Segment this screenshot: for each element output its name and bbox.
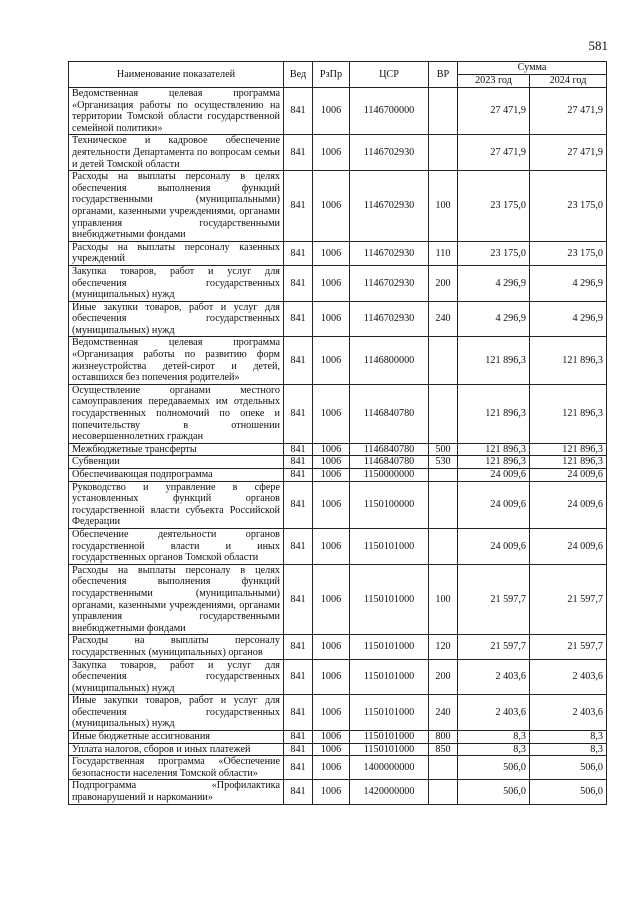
cell-csr: 1150101000 <box>350 695 429 731</box>
table-row <box>69 780 607 804</box>
cell-vr: 120 <box>429 635 458 659</box>
table-row <box>69 481 607 528</box>
cell-sum-2024: 506,0 <box>530 780 607 804</box>
cell-sum-2024: 24 009,6 <box>530 469 607 482</box>
table-row <box>69 301 607 337</box>
cell-sum-2023: 506,0 <box>458 756 530 780</box>
cell-csr: 1400000000 <box>350 756 429 780</box>
cell-sum-2023: 24 009,6 <box>458 481 530 528</box>
cell-name: Расходы на выплаты персоналу казенных учреждений <box>69 241 284 265</box>
cell-sum-2023: 4 296,9 <box>458 301 530 337</box>
cell-sum-2023: 121 896,3 <box>458 456 530 469</box>
header-sum: Сумма <box>458 62 607 75</box>
cell-sum-2024: 4 296,9 <box>530 265 607 301</box>
cell-rzpr: 1006 <box>313 241 350 265</box>
cell-rzpr: 1006 <box>313 756 350 780</box>
cell-rzpr: 1006 <box>313 481 350 528</box>
table-row <box>69 743 607 756</box>
cell-sum-2024: 21 597,7 <box>530 635 607 659</box>
cell-sum-2023: 21 597,7 <box>458 564 530 635</box>
cell-sum-2023: 27 471,9 <box>458 135 530 171</box>
cell-sum-2024: 121 896,3 <box>530 337 607 384</box>
cell-vr: 100 <box>429 171 458 242</box>
header-year-2024: 2024 год <box>530 75 607 88</box>
cell-ved: 841 <box>284 481 313 528</box>
cell-rzpr: 1006 <box>313 337 350 384</box>
cell-sum-2023: 27 471,9 <box>458 88 530 135</box>
cell-sum-2024: 2 403,6 <box>530 695 607 731</box>
cell-name: Уплата налогов, сборов и иных платежей <box>69 743 284 756</box>
header-rzpr: РзПр <box>313 62 350 88</box>
cell-ved: 841 <box>284 301 313 337</box>
cell-ved: 841 <box>284 384 313 443</box>
cell-name: Обеспечение деятельности органов государственной власти и иных государственных органов Томской области <box>69 528 284 564</box>
cell-rzpr: 1006 <box>313 135 350 171</box>
cell-ved: 841 <box>284 659 313 695</box>
table-body <box>69 88 607 805</box>
cell-csr: 1146702930 <box>350 135 429 171</box>
cell-vr: 110 <box>429 241 458 265</box>
cell-name: Межбюджетные трансферты <box>69 443 284 456</box>
cell-vr: 240 <box>429 301 458 337</box>
header-year-2023: 2023 год <box>458 75 530 88</box>
cell-sum-2024: 27 471,9 <box>530 135 607 171</box>
cell-csr: 1146702930 <box>350 171 429 242</box>
cell-vr: 500 <box>429 443 458 456</box>
cell-csr: 1420000000 <box>350 780 429 804</box>
cell-csr: 1146702930 <box>350 265 429 301</box>
cell-sum-2023: 121 896,3 <box>458 337 530 384</box>
cell-ved: 841 <box>284 564 313 635</box>
cell-name: Закупка товаров, работ и услуг для обеспечения государственных (муниципальных) нужд <box>69 659 284 695</box>
cell-rzpr: 1006 <box>313 171 350 242</box>
cell-sum-2024: 506,0 <box>530 756 607 780</box>
budget-table <box>68 61 607 805</box>
cell-vr <box>429 135 458 171</box>
cell-csr: 1150101000 <box>350 659 429 695</box>
cell-sum-2024: 121 896,3 <box>530 443 607 456</box>
cell-rzpr: 1006 <box>313 456 350 469</box>
cell-name: Ведомственная целевая программа «Организация работы по развитию форм жизнеустройства детей-сирот и детей, оставшихся без попечения родителей» <box>69 337 284 384</box>
cell-name: Ведомственная целевая программа «Организация работы по осуществлению на территории Томской области государственной семейной политики» <box>69 88 284 135</box>
cell-name: Закупка товаров, работ и услуг для обеспечения государственных (муниципальных) нужд <box>69 265 284 301</box>
table-row <box>69 443 607 456</box>
cell-sum-2024: 2 403,6 <box>530 659 607 695</box>
cell-ved: 841 <box>284 780 313 804</box>
table-row <box>69 384 607 443</box>
cell-name: Подпрограмма «Профилактика правонарушений и наркомании» <box>69 780 284 804</box>
table-row <box>69 337 607 384</box>
cell-vr: 200 <box>429 659 458 695</box>
header-name: Наименование показателей <box>69 62 284 88</box>
cell-sum-2023: 21 597,7 <box>458 635 530 659</box>
cell-sum-2024: 23 175,0 <box>530 241 607 265</box>
cell-ved: 841 <box>284 443 313 456</box>
cell-ved: 841 <box>284 241 313 265</box>
cell-ved: 841 <box>284 756 313 780</box>
cell-rzpr: 1006 <box>313 88 350 135</box>
cell-rzpr: 1006 <box>313 528 350 564</box>
cell-vr <box>429 337 458 384</box>
table-row <box>69 135 607 171</box>
table-row <box>69 88 607 135</box>
cell-sum-2023: 121 896,3 <box>458 384 530 443</box>
cell-rzpr: 1006 <box>313 469 350 482</box>
header-ved: Вед <box>284 62 313 88</box>
cell-csr: 1146840780 <box>350 456 429 469</box>
cell-ved: 841 <box>284 88 313 135</box>
cell-sum-2023: 24 009,6 <box>458 469 530 482</box>
table-row <box>69 659 607 695</box>
cell-csr: 1150101000 <box>350 528 429 564</box>
cell-rzpr: 1006 <box>313 635 350 659</box>
cell-ved: 841 <box>284 528 313 564</box>
cell-vr: 850 <box>429 743 458 756</box>
cell-vr <box>429 481 458 528</box>
cell-sum-2024: 24 009,6 <box>530 481 607 528</box>
cell-name: Субвенции <box>69 456 284 469</box>
cell-csr: 1146702930 <box>350 301 429 337</box>
header-csr: ЦСР <box>350 62 429 88</box>
cell-ved: 841 <box>284 456 313 469</box>
cell-vr <box>429 780 458 804</box>
cell-vr: 240 <box>429 695 458 731</box>
cell-sum-2023: 506,0 <box>458 780 530 804</box>
cell-sum-2023: 24 009,6 <box>458 528 530 564</box>
cell-csr: 1150101000 <box>350 731 429 744</box>
table-row <box>69 695 607 731</box>
cell-vr <box>429 528 458 564</box>
cell-name: Иные бюджетные ассигнования <box>69 731 284 744</box>
cell-sum-2023: 4 296,9 <box>458 265 530 301</box>
table-row <box>69 469 607 482</box>
cell-sum-2024: 24 009,6 <box>530 528 607 564</box>
cell-ved: 841 <box>284 469 313 482</box>
cell-rzpr: 1006 <box>313 564 350 635</box>
cell-sum-2023: 23 175,0 <box>458 241 530 265</box>
cell-sum-2023: 121 896,3 <box>458 443 530 456</box>
cell-sum-2024: 121 896,3 <box>530 456 607 469</box>
table-row <box>69 528 607 564</box>
cell-vr <box>429 88 458 135</box>
cell-rzpr: 1006 <box>313 265 350 301</box>
cell-vr: 530 <box>429 456 458 469</box>
table-row <box>69 265 607 301</box>
cell-name: Иные закупки товаров, работ и услуг для обеспечения государственных (муниципальных) нужд <box>69 301 284 337</box>
header-vr: ВР <box>429 62 458 88</box>
cell-vr <box>429 469 458 482</box>
cell-sum-2024: 121 896,3 <box>530 384 607 443</box>
cell-rzpr: 1006 <box>313 731 350 744</box>
cell-csr: 1146800000 <box>350 337 429 384</box>
cell-rzpr: 1006 <box>313 384 350 443</box>
cell-ved: 841 <box>284 635 313 659</box>
cell-vr: 100 <box>429 564 458 635</box>
cell-ved: 841 <box>284 695 313 731</box>
table-row <box>69 241 607 265</box>
cell-rzpr: 1006 <box>313 301 350 337</box>
cell-ved: 841 <box>284 337 313 384</box>
cell-ved: 841 <box>284 265 313 301</box>
cell-name: Осуществление органами местного самоуправления передаваемых им отдельных государственных полномочий по опеке и попечительству в отношении несовершеннолетних граждан <box>69 384 284 443</box>
cell-vr <box>429 384 458 443</box>
cell-rzpr: 1006 <box>313 695 350 731</box>
cell-vr <box>429 756 458 780</box>
cell-sum-2023: 8,3 <box>458 731 530 744</box>
cell-name: Иные закупки товаров, работ и услуг для обеспечения государственных (муниципальных) нужд <box>69 695 284 731</box>
cell-csr: 1146702930 <box>350 241 429 265</box>
cell-name: Государственная программа «Обеспечение безопасности населения Томской области» <box>69 756 284 780</box>
cell-csr: 1150101000 <box>350 635 429 659</box>
cell-name: Техническое и кадровое обеспечение деятельности Департамента по вопросам семьи и детей Томской области <box>69 135 284 171</box>
cell-sum-2024: 23 175,0 <box>530 171 607 242</box>
cell-ved: 841 <box>284 171 313 242</box>
table-row <box>69 635 607 659</box>
cell-sum-2024: 8,3 <box>530 743 607 756</box>
cell-name: Расходы на выплаты персоналу в целях обеспечения выполнения функций государственными (муниципальными) органами, казенными учреждениями, органами управления государственными внебюджетными фондами <box>69 171 284 242</box>
cell-sum-2023: 2 403,6 <box>458 659 530 695</box>
cell-sum-2024: 8,3 <box>530 731 607 744</box>
cell-sum-2024: 4 296,9 <box>530 301 607 337</box>
cell-sum-2023: 2 403,6 <box>458 695 530 731</box>
cell-ved: 841 <box>284 743 313 756</box>
cell-rzpr: 1006 <box>313 659 350 695</box>
cell-ved: 841 <box>284 731 313 744</box>
cell-csr: 1150100000 <box>350 481 429 528</box>
cell-name: Обеспечивающая подпрограмма <box>69 469 284 482</box>
cell-vr: 200 <box>429 265 458 301</box>
cell-ved: 841 <box>284 135 313 171</box>
cell-csr: 1150000000 <box>350 469 429 482</box>
cell-csr: 1146840780 <box>350 384 429 443</box>
cell-name: Расходы на выплаты персоналу в целях обеспечения выполнения функций государственными (муниципальными) органами, казенными учреждениями, органами управления государственными внебюджетными фондами <box>69 564 284 635</box>
cell-csr: 1146840780 <box>350 443 429 456</box>
cell-name: Руководство и управление в сфере установленных функций органов государственной власти субъекта Российской Федерации <box>69 481 284 528</box>
cell-csr: 1150101000 <box>350 743 429 756</box>
cell-rzpr: 1006 <box>313 780 350 804</box>
table-row <box>69 756 607 780</box>
cell-sum-2023: 23 175,0 <box>458 171 530 242</box>
table-row <box>69 731 607 744</box>
cell-sum-2023: 8,3 <box>458 743 530 756</box>
cell-rzpr: 1006 <box>313 743 350 756</box>
cell-sum-2024: 27 471,9 <box>530 88 607 135</box>
cell-csr: 1146700000 <box>350 88 429 135</box>
cell-csr: 1150101000 <box>350 564 429 635</box>
table-row <box>69 564 607 635</box>
cell-name: Расходы на выплаты персоналу государственных (муниципальных) органов <box>69 635 284 659</box>
table-row <box>69 456 607 469</box>
page-number: 581 <box>588 38 608 53</box>
cell-rzpr: 1006 <box>313 443 350 456</box>
cell-sum-2024: 21 597,7 <box>530 564 607 635</box>
cell-vr: 800 <box>429 731 458 744</box>
table-row <box>69 171 607 242</box>
